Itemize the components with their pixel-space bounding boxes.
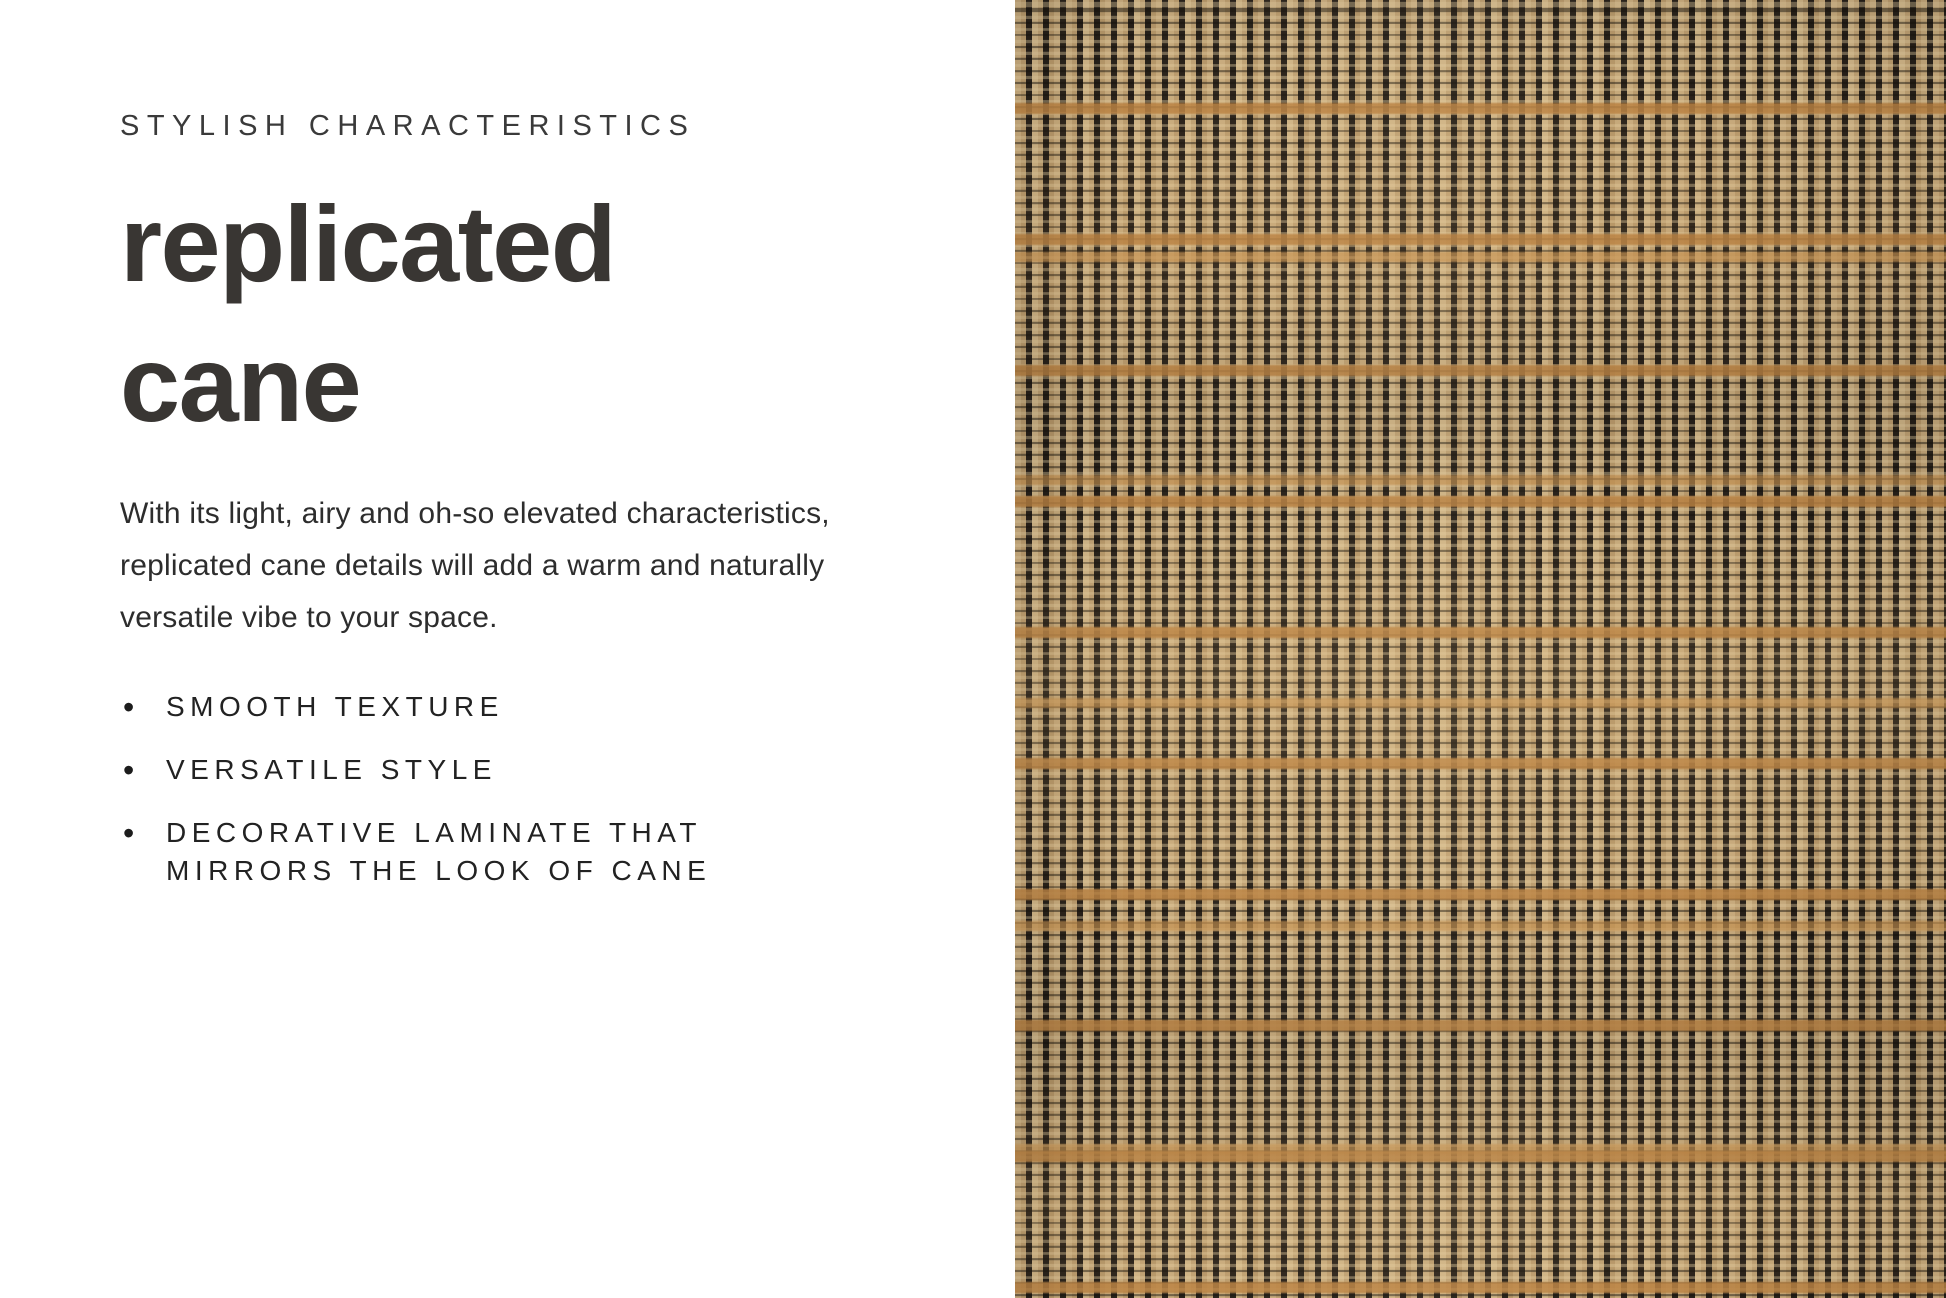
feature-item — [120, 814, 940, 890]
description-line: With its light, airy and oh-so elevated characteristics, — [120, 496, 830, 530]
bullet-icon: • — [123, 688, 135, 725]
section-title: replicated cane — [120, 183, 616, 445]
bullet-icon: • — [123, 814, 135, 851]
description-line: replicated cane details will add a warm and naturally — [120, 548, 825, 582]
content-block — [120, 112, 940, 890]
description-line: versatile vibe to your space. — [120, 600, 498, 634]
feature-label: SMOOTH TEXTURE — [166, 690, 504, 722]
feature-label: DECORATIVE LAMINATE THAT MIRRORS THE LOOK OF CANE — [166, 816, 712, 886]
feature-label: VERSATILE STYLE — [166, 753, 497, 785]
section-kicker: STYLISH CHARACTERISTICS — [120, 110, 696, 142]
cane-texture-image — [1015, 0, 1946, 1298]
section-description — [120, 488, 940, 644]
feature-item — [120, 751, 940, 789]
feature-item — [120, 688, 940, 726]
bullet-icon: • — [123, 751, 135, 788]
feature-list — [120, 688, 940, 890]
